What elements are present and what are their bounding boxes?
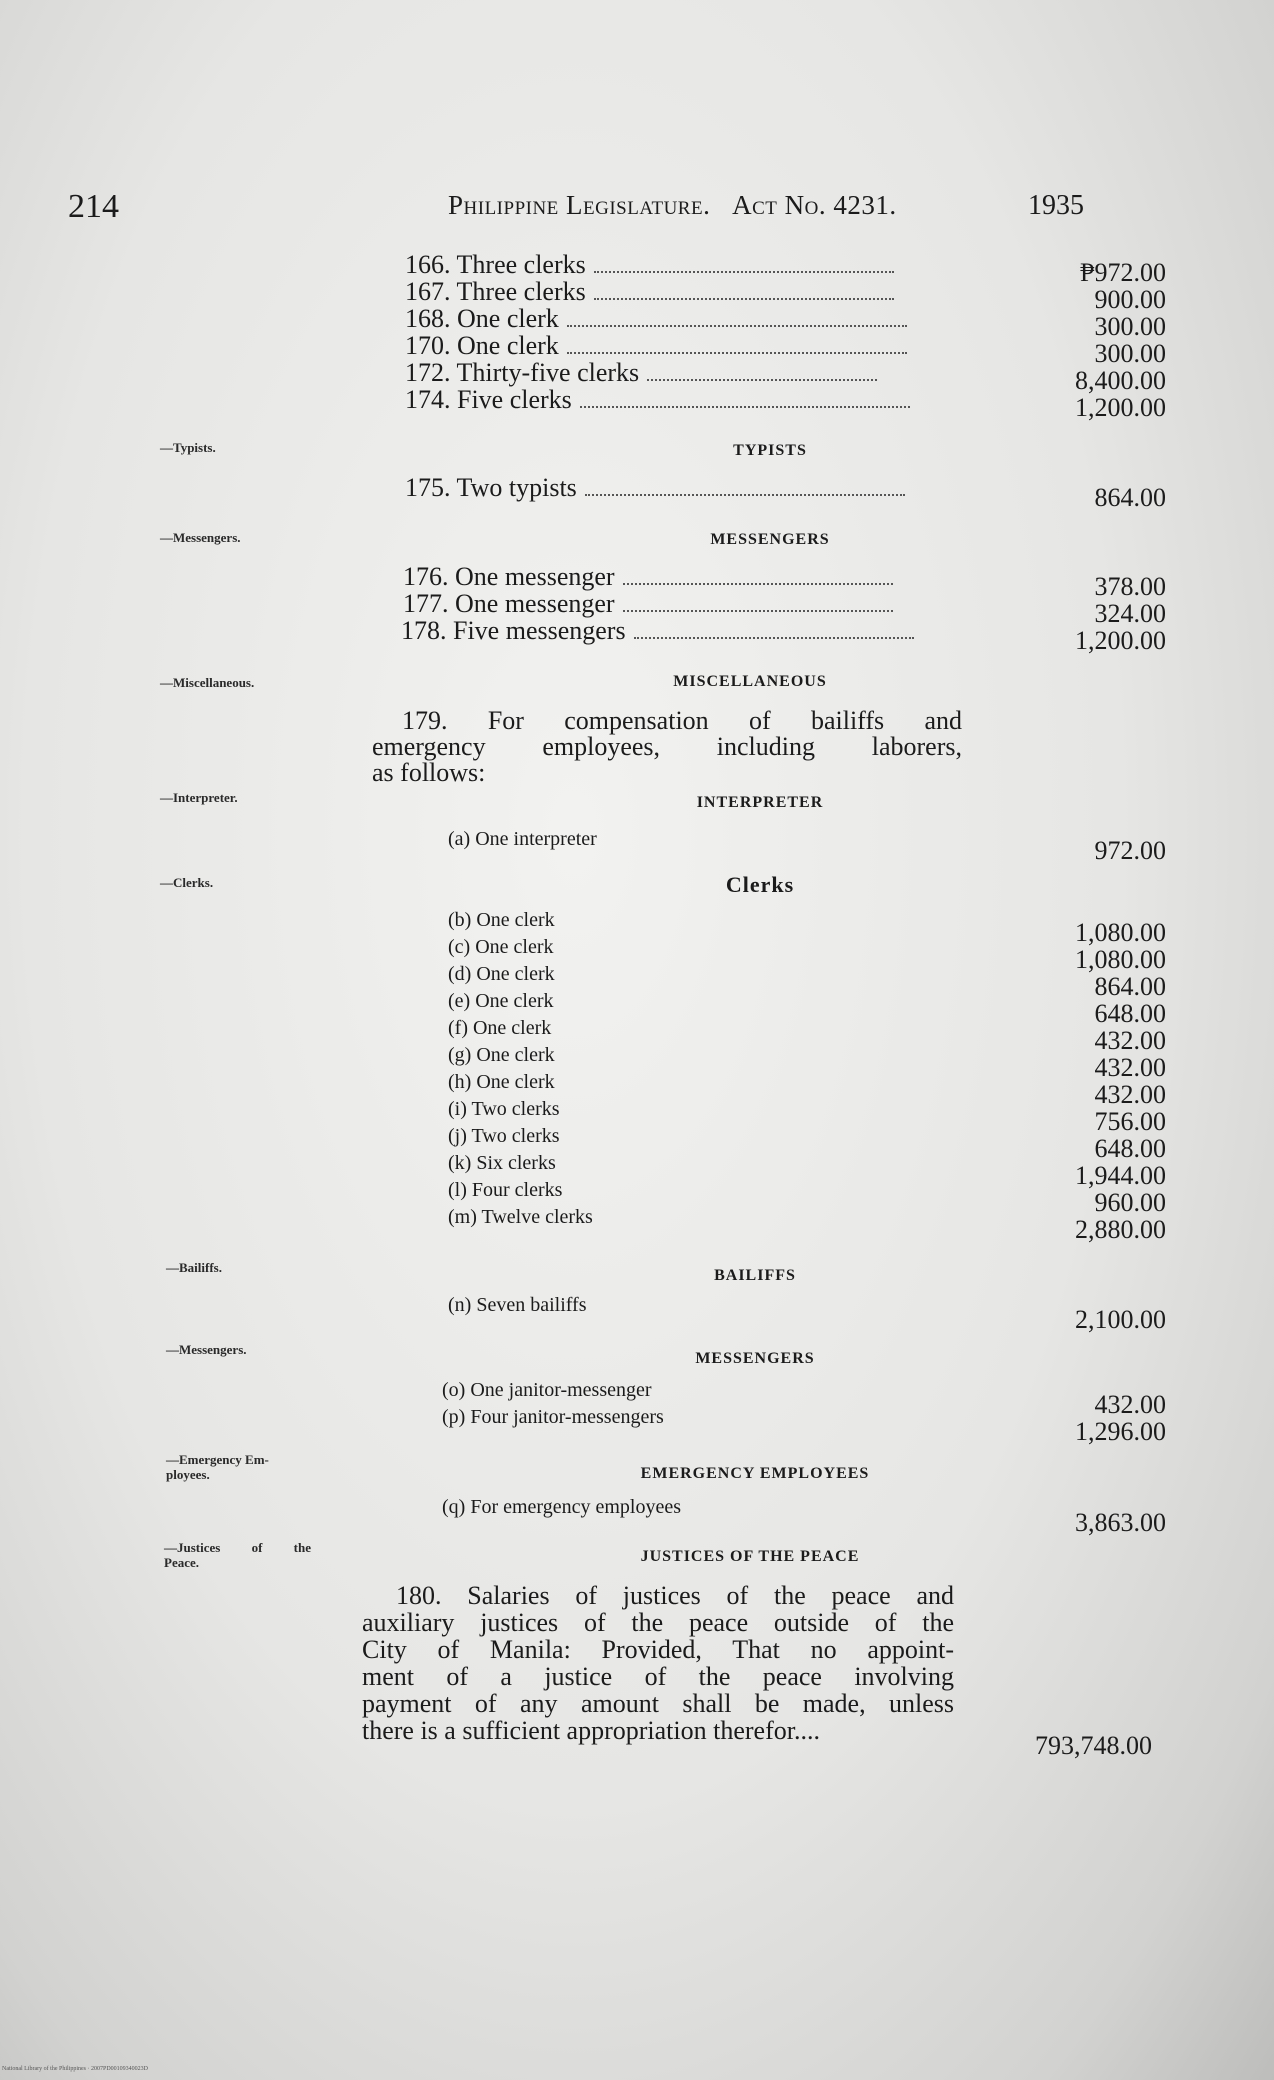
- margin-note-messengers: —Messengers.: [160, 530, 241, 545]
- item-label: (b) One clerk: [448, 909, 555, 931]
- list-item: [401, 616, 914, 646]
- section-heading-clerks: Clerks: [725, 872, 795, 897]
- item-label: (d) One clerk: [448, 963, 555, 985]
- margin-note-typists: —Typists.: [160, 440, 216, 455]
- list-item: [448, 1071, 557, 1094]
- list-item: [405, 473, 905, 503]
- paragraph-line: ment of a justice of the peace involving: [362, 1662, 954, 1691]
- item-label: (a) One interpreter: [448, 828, 597, 850]
- item-label: 174. Five clerks: [405, 385, 572, 414]
- item-amount: 8,400.00: [1075, 366, 1166, 395]
- paragraph-line: payment of any amount shall be made, unless: [362, 1689, 954, 1718]
- list-item: [448, 990, 556, 1013]
- item-amount: 1,296.00: [1075, 1417, 1166, 1446]
- running-title-legislature: Philippine Legislature.: [448, 190, 711, 220]
- section-heading-bailiffs: BAILIFFS: [714, 1267, 796, 1284]
- list-item: [405, 385, 910, 415]
- item-amount: 324.00: [1094, 599, 1166, 628]
- item-label: 172. Thirty-five clerks: [405, 358, 640, 387]
- item-label: (j) Two clerks: [448, 1125, 560, 1147]
- section-heading-messengers-2: MESSENGERS: [695, 1350, 815, 1367]
- section-heading-messengers: MESSENGERS: [710, 531, 830, 548]
- list-item: [448, 963, 557, 986]
- item-label: (p) Four janitor-messengers: [442, 1406, 664, 1428]
- list-item: [405, 358, 877, 388]
- item-amount: 793,748.00: [1035, 1731, 1152, 1760]
- item-label: 167. Three clerks: [405, 277, 586, 306]
- page-number: 214: [68, 188, 119, 225]
- paragraph-line: City of Manila: Provided, That no appoint-: [362, 1635, 954, 1664]
- margin-note-interpreter: —Interpreter.: [160, 790, 238, 805]
- paragraph-line: emergency employees, including laborers,: [372, 732, 962, 761]
- item-label: 168. One clerk: [405, 304, 559, 333]
- item-label: 176. One messenger: [403, 562, 615, 591]
- list-item: [448, 936, 556, 959]
- section-heading-interpreter: INTERPRETER: [696, 794, 824, 811]
- list-item: [448, 1017, 553, 1040]
- list-item: [448, 909, 557, 932]
- item-amount: ₱972.00: [1080, 258, 1166, 287]
- margin-note-miscellaneous: —Miscellaneous.: [160, 675, 255, 690]
- list-item: [448, 1152, 558, 1175]
- running-title: [448, 190, 897, 221]
- item-amount: 756.00: [1094, 1107, 1166, 1136]
- item-amount: 432.00: [1094, 1026, 1166, 1055]
- list-item: [448, 828, 599, 851]
- item-amount: 1,200.00: [1075, 626, 1166, 655]
- list-item: [448, 1044, 557, 1067]
- margin-note-messengers-2: —Messengers.: [166, 1342, 247, 1357]
- justices-paragraph: [362, 1582, 954, 1744]
- paragraph-line: there is a sufficient appropriation therefor....: [362, 1716, 820, 1745]
- section-heading-emergency: EMERGENCY EMPLOYEES: [640, 1465, 870, 1482]
- list-item: [405, 304, 907, 334]
- list-item: [405, 277, 894, 307]
- item-label: 175. Two typists: [405, 473, 577, 502]
- item-label: (q) For emergency employees: [442, 1496, 681, 1518]
- item-amount: 432.00: [1094, 1053, 1166, 1082]
- list-item: [442, 1406, 664, 1429]
- paragraph-line: auxiliary justices of the peace outside of the: [362, 1608, 954, 1637]
- item-amount: 2,100.00: [1075, 1305, 1166, 1334]
- margin-line: Peace.: [164, 1555, 200, 1570]
- item-label: (i) Two clerks: [448, 1098, 560, 1120]
- section-heading-typists: TYPISTS: [733, 442, 807, 459]
- item-amount: 3,863.00: [1075, 1508, 1166, 1537]
- list-item: [442, 1496, 683, 1519]
- margin-note-clerks: —Clerks.: [160, 875, 214, 890]
- item-amount: 300.00: [1094, 339, 1166, 368]
- item-label: (m) Twelve clerks: [448, 1206, 593, 1228]
- item-amount: 432.00: [1094, 1080, 1166, 1109]
- paragraph-line: 180. Salaries of justices of the peace and: [396, 1581, 954, 1610]
- item-amount: 648.00: [1094, 999, 1166, 1028]
- list-item: [405, 250, 894, 280]
- list-item: [403, 562, 893, 592]
- item-amount: 1,200.00: [1075, 393, 1166, 422]
- list-item: [448, 1125, 562, 1148]
- item-label: 178. Five messengers: [401, 616, 626, 645]
- section-heading-justices: JUSTICES OF THE PEACE: [640, 1548, 860, 1565]
- list-item: [442, 1379, 652, 1402]
- item-amount: 864.00: [1094, 972, 1166, 1001]
- margin-line: ployees.: [166, 1467, 210, 1482]
- margin-note-emergency: [166, 1452, 356, 1482]
- item-amount: 1,080.00: [1075, 945, 1166, 974]
- item-amount: 378.00: [1094, 572, 1166, 601]
- item-label: (c) One clerk: [448, 936, 554, 958]
- scan-footer: National Library of the Philippines · 2007PD00109340023D: [2, 2066, 148, 2072]
- item-label: (k) Six clerks: [448, 1152, 556, 1174]
- item-amount: 648.00: [1094, 1134, 1166, 1163]
- item-label: 170. One clerk: [405, 331, 559, 360]
- item-label: (e) One clerk: [448, 990, 554, 1012]
- margin-note-bailiffs: —Bailiffs.: [166, 1260, 222, 1275]
- list-item: [448, 1294, 589, 1317]
- item-label: (l) Four clerks: [448, 1179, 563, 1201]
- misc-paragraph: [372, 708, 962, 786]
- item-amount: 432.00: [1094, 1390, 1166, 1419]
- list-item: [448, 1179, 564, 1202]
- item-label: 166. Three clerks: [405, 250, 586, 279]
- item-amount: 864.00: [1094, 483, 1166, 512]
- header-year: 1935: [1028, 190, 1084, 221]
- list-item: [403, 589, 893, 619]
- paragraph-line: 179. For compensation of bailiffs and: [402, 706, 962, 735]
- margin-line: —Emergency Em-: [166, 1452, 269, 1467]
- item-amount: 960.00: [1094, 1188, 1166, 1217]
- margin-note-justices: [164, 1540, 359, 1570]
- item-amount: 1,080.00: [1075, 918, 1166, 947]
- section-heading-miscellaneous: MISCELLANEOUS: [673, 673, 827, 690]
- list-item: [448, 1206, 595, 1229]
- paragraph-line: as follows:: [372, 758, 486, 787]
- item-label: 177. One messenger: [403, 589, 615, 618]
- item-label: (g) One clerk: [448, 1044, 555, 1066]
- item-label: (f) One clerk: [448, 1017, 552, 1039]
- item-label: (h) One clerk: [448, 1071, 555, 1093]
- item-amount: 2,880.00: [1075, 1215, 1166, 1244]
- item-amount: 972.00: [1094, 836, 1166, 865]
- list-item: [448, 1098, 562, 1121]
- margin-line: —Justices of the: [164, 1540, 311, 1555]
- item-amount: 300.00: [1094, 312, 1166, 341]
- item-label: (n) Seven bailiffs: [448, 1294, 587, 1316]
- item-amount: 1,944.00: [1075, 1161, 1166, 1190]
- item-amount: 900.00: [1094, 285, 1166, 314]
- running-title-act: Act No. 4231.: [732, 190, 897, 220]
- list-item: [405, 331, 907, 361]
- item-label: (o) One janitor-messenger: [442, 1379, 652, 1401]
